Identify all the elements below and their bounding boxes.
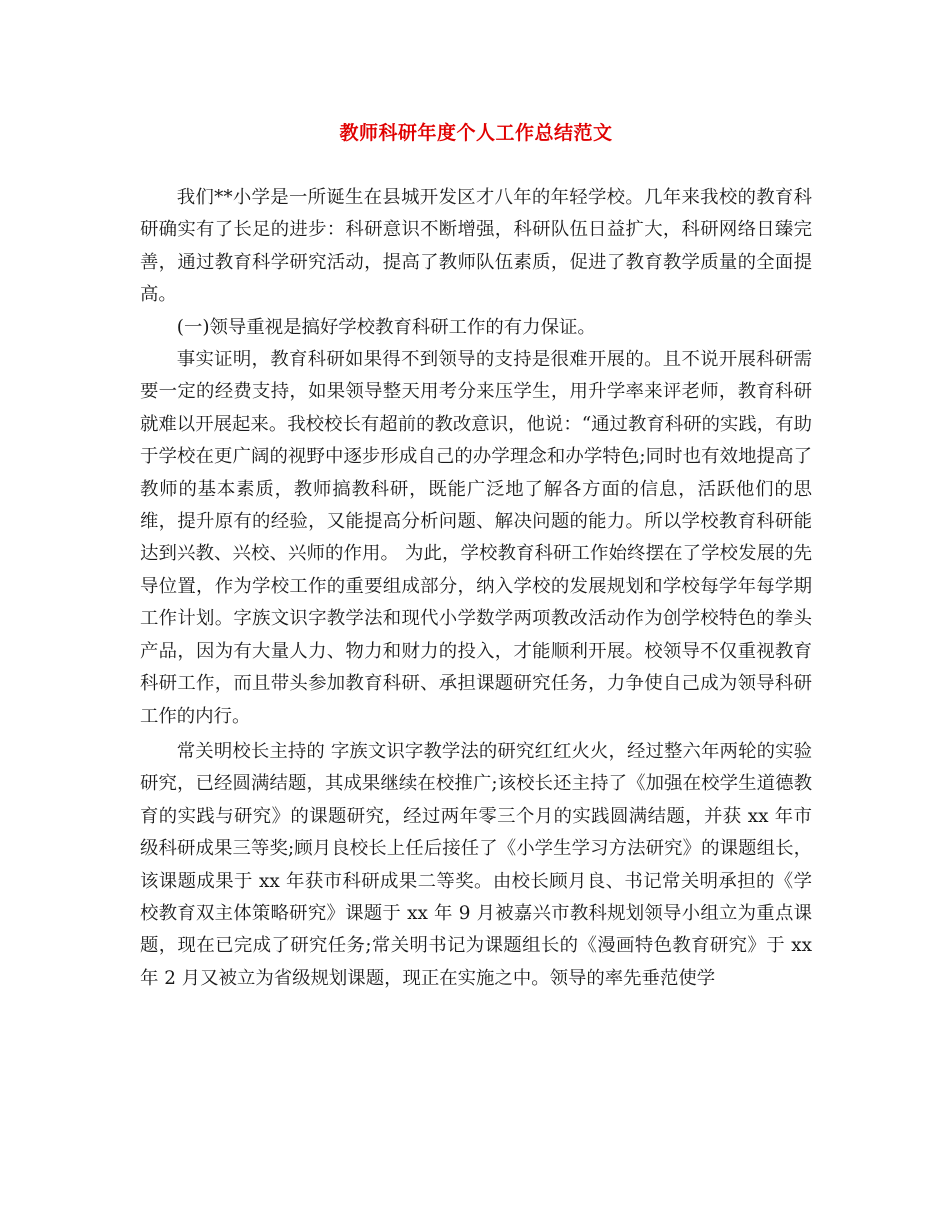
- paragraph-body-1: 事实证明，教育科研如果得不到领导的支持是很难开展的。且不说开展科研需要一定的经费支持，如果领导整天用考分来压学生，用升学率来评老师，教育科研就难以开展起来。我校校长有超前的教改意识，他说：“通过教育科研的实践，有助于学校在更广阔的视野中逐步形成自己的办学理念和办学特色;同时也有效地提高了教师的基本素质，教师搞教科研，既能广泛地了解各方面的信息，活跃他们的思维，提升原有的经验，又能提高分析问题、解决问题的能力。所以学校教育科研能达到兴教、兴校、兴师的作用。 为此，学校教育科研工作始终摆在了学校发展的先导位置，作为学校工作的重要组成部分，纳入学校的发展规划和学校每学年每学期工作计划。字族文识字教学法和现代小学数学两项教改活动作为创学校特色的拳头产品，因为有大量人力、物力和财力的投入，才能顺利开展。校领导不仅重视教育科研工作，而且带头参加教育科研、承担课题研究任务，力争使自己成为领导科研工作的内行。: [140, 349, 812, 727]
- paragraph-heading-1: (一)领导重视是搞好学校教育科研工作的有力保证。: [176, 316, 596, 338]
- document-page: [140, 118, 812, 995]
- document-title: 教师科研年度个人工作总结范文: [339, 122, 613, 144]
- paragraph-body-2: 常关明校长主持的 字族文识字教学法的研究红红火火，经过整六年两轮的实验研究，已经圆满结题，其成果继续在校推广;该校长还主持了《加强在校学生道德教育的实践与研究》的课题研究，经过两年零三个月的实践圆满结题，并获 xx 年市级科研成果三等奖;顾月良校长上任后接任了《小学生学习方法研究》的课题组长，该课题成果于 xx 年获市科研成果二等奖。由校长顾月良、书记常关明承担的《学校教育双主体策略研究》课题于 xx 年 9 月被嘉兴市教科规划领导小组立为重点课题，现在已完成了研究任务;常关明书记为课题组长的《漫画特色教育研究》于 xx 年 2 月又被立为省级规划课题，现正在实施之中。领导的率先垂范使学: [140, 740, 812, 989]
- paragraph-intro: 我们**小学是一所诞生在县城开发区才八年的年轻学校。几年来我校的教育科研确实有了长足的进步：科研意识不断增强，科研队伍日益扩大，科研网络日臻完善，通过教育科学研究活动，提高了教师队伍素质，促进了教育教学质量的全面提高。: [140, 187, 812, 306]
